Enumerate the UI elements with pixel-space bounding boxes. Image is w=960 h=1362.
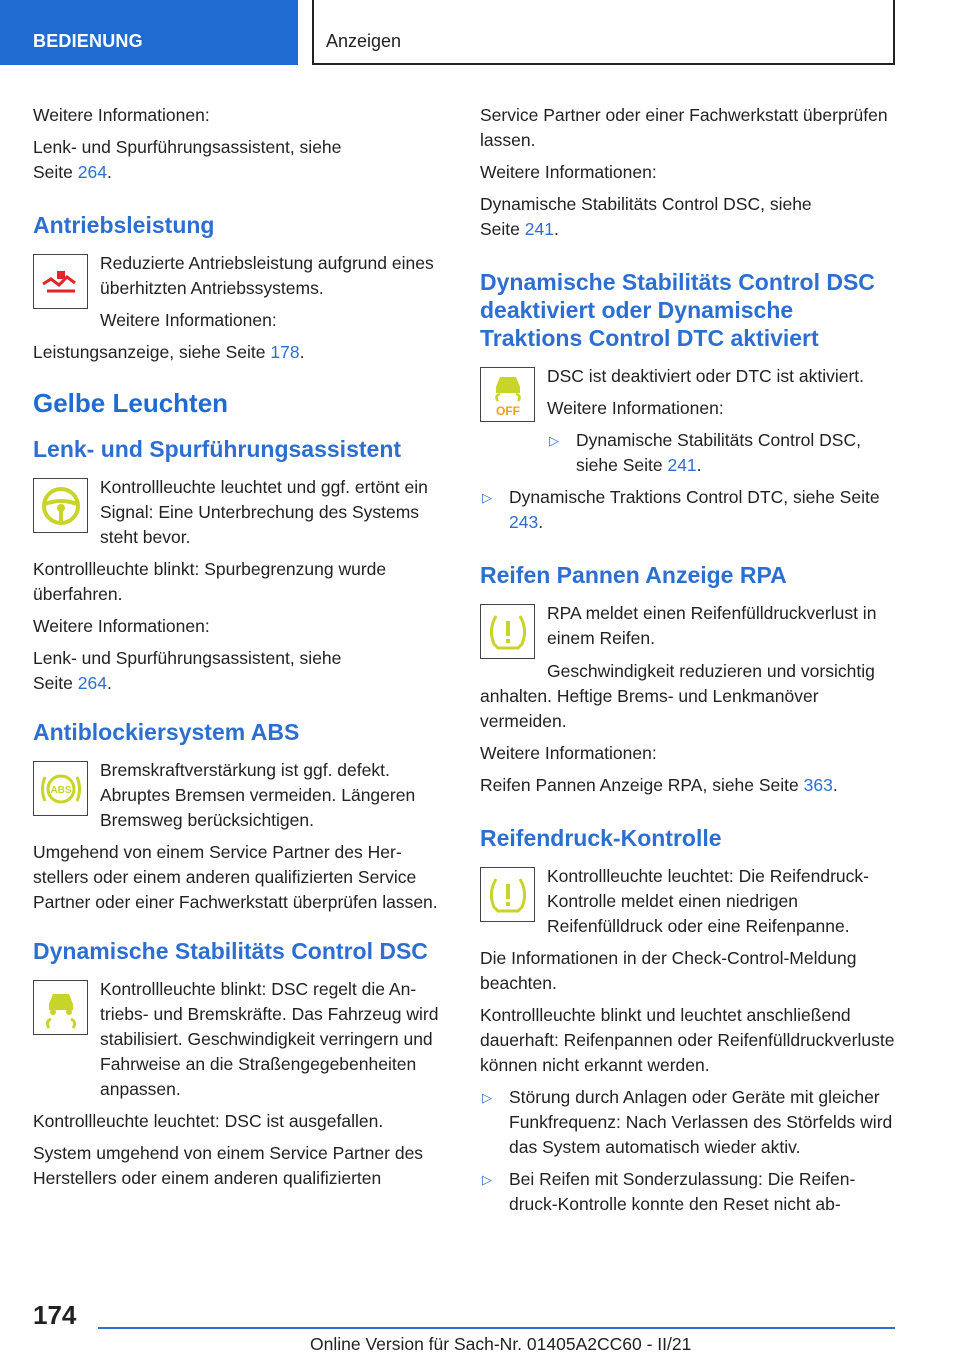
dsc-off-block xyxy=(480,364,898,478)
lenk-ref: Lenk- und Spurführungsassistent, siehe Seite 264. xyxy=(33,648,342,693)
list-item: ▷ Dynamische Stabilitäts Control DSC, siehe Seite 241. xyxy=(549,430,861,475)
heading-dsc: Dynamische Stabilitäts Control DSC xyxy=(33,938,428,964)
bullet-text: Bei Reifen mit Sonderzulassung: Die Reifendruck-Kontrolle konnte den Reset nicht ab- xyxy=(509,1169,856,1214)
antrieb-ref-text: Leistungsanzeige, siehe Seite xyxy=(33,342,266,362)
rpa-speed: Geschwindigkeit reduzieren und vorsichtig anhalten. Heftige Brems- und Lenkmanöver vermeiden. xyxy=(480,661,875,731)
lenk-ref-text: Lenk- und Spurführungsassistent, siehe xyxy=(33,648,342,668)
intro-more: Weitere Informationen: xyxy=(33,105,210,125)
rdc-list xyxy=(480,1085,898,1217)
heading-antriebsleistung: Antriebsleistung xyxy=(33,212,215,238)
dsc-off-sublist xyxy=(547,428,898,478)
header-divider-right xyxy=(893,0,895,65)
page-link[interactable]: 264 xyxy=(77,673,107,693)
bullet-triangle-icon: ▷ xyxy=(482,1090,492,1105)
dsc-off-more: Weitere Informationen: xyxy=(547,398,724,418)
tire-pressure-icon xyxy=(480,604,535,659)
section-label: BEDIENUNG xyxy=(33,31,143,51)
page-link[interactable]: 363 xyxy=(803,775,833,795)
tire-pressure-icon xyxy=(480,867,535,922)
bullet-text: Dynamische Stabilitäts Control DSC, siehe Seite xyxy=(576,430,861,475)
abs-text: Bremskraftverstärkung ist ggf. defekt. Abruptes Bremsen vermeiden. Längeren Bremsweg berücksichtigen. xyxy=(100,760,416,830)
antrieb-block xyxy=(33,251,451,333)
dsc-failed: Kontrollleuchte leuchtet: DSC ist ausgefallen. xyxy=(33,1111,384,1131)
dsc-skid-icon xyxy=(33,980,88,1035)
rdc-block xyxy=(480,864,898,939)
list-item xyxy=(480,1167,898,1217)
right-ref: Dynamische Stabilitäts Control DSC, siehe Seite 241. xyxy=(480,194,812,239)
page-link[interactable]: 241 xyxy=(667,455,697,475)
dsc-off-list xyxy=(480,485,898,535)
svg-text:ABS: ABS xyxy=(49,784,72,796)
abs-service: Umgehend von einem Service Partner des Herstellers oder einem anderen qualifizierten Service Partner oder einer Fachwerkstatt überprüfen lassen. xyxy=(33,842,438,912)
intro-ref-seite: Seite xyxy=(33,162,73,182)
heading-rpa: Reifen Pannen Anzeige RPA xyxy=(480,562,787,588)
list-item: ▷ Dynamische Traktions Control DTC, siehe Seite 243. xyxy=(482,487,880,532)
page-link[interactable]: 243 xyxy=(509,512,539,532)
footer-divider xyxy=(98,1327,895,1329)
rpa-ref-text: Reifen Pannen Anzeige RPA, siehe Seite xyxy=(480,775,799,795)
page-link[interactable]: 241 xyxy=(524,219,554,239)
heading-gelbe-leuchten: Gelbe Leuchten xyxy=(33,388,229,418)
right-more: Weitere Informationen: xyxy=(480,162,657,182)
lenk-ref-seite: Seite xyxy=(33,673,73,693)
bullet-triangle-icon: ▷ xyxy=(549,433,559,448)
left-column xyxy=(33,103,451,1198)
page-link[interactable]: 264 xyxy=(77,162,107,182)
heading-lenk: Lenk- und Spurführungsassistent xyxy=(33,436,402,462)
header-divider xyxy=(312,0,314,65)
rdc-blink: Kontrollleuchte blinkt und leuchtet anschließend dauerhaft: Reifenpannen oder Reifenfülldruckverluste können nicht erkannt werden. xyxy=(480,1005,895,1075)
heading-dsc-off: Dynamische Stabilitäts Control DSC deaktiviert oder Dynamische Traktions Control DTC aktiviert xyxy=(480,269,875,351)
footer-online-version: Online Version für Sach-Nr. 01405A2CC60 - II/21 xyxy=(310,1334,692,1354)
intro-ref-text: Lenk- und Spurführungsassistent, siehe xyxy=(33,137,342,157)
dsc-system: System umgehend von einem Service Partner des Herstellers oder einem anderen qualifizierten xyxy=(33,1143,424,1188)
heading-rdc: Reifendruck-Kontrolle xyxy=(480,825,722,851)
rdc-check: Die Informationen in der Check-Control-Meldung beachten. xyxy=(480,948,857,993)
page-title: Anzeigen xyxy=(326,31,402,51)
rdc-text: Kontrollleuchte leuchtet: Die Reifendruck-Kontrolle meldet einen niedrigen Reifenfülldruck oder eine Reifenpanne. xyxy=(547,866,869,936)
intro-ref: Lenk- und Spurführungsassistent, siehe Seite 264. xyxy=(33,137,342,182)
abs-block xyxy=(33,758,451,833)
steering-wheel-icon xyxy=(33,478,88,533)
page-number: 174 xyxy=(33,1300,77,1330)
dsc-off-text: DSC ist deaktiviert oder DTC ist aktiviert. xyxy=(547,366,865,386)
dsc-text: Kontrollleuchte blinkt: DSC regelt die Antriebs- und Bremskräfte. Das Fahrzeug wird stabilisiert. Geschwindigkeit verringern und Fahrweise an die Straßengegebenheiten anpassen. xyxy=(100,979,439,1099)
bullet-triangle-icon: ▷ xyxy=(482,1172,492,1187)
section-tab xyxy=(0,0,298,65)
bullet-triangle-icon: ▷ xyxy=(482,490,492,505)
list-item xyxy=(480,1085,898,1160)
lenk-block xyxy=(33,475,451,550)
rpa-block xyxy=(480,601,898,659)
lenk-more: Weitere Informationen: xyxy=(33,616,210,636)
svg-text:OFF: OFF xyxy=(495,403,520,417)
dsc-block xyxy=(33,977,451,1102)
page-link[interactable]: 178 xyxy=(270,342,300,362)
right-column xyxy=(480,103,898,1224)
antrieb-ref: Leistungsanzeige, siehe Seite 178. xyxy=(33,342,305,362)
bullet-text: Dynamische Traktions Control DTC, siehe Seite xyxy=(509,487,880,507)
heading-abs: Antiblockiersystem ABS xyxy=(33,719,300,745)
rpa-more: Weitere Informationen: xyxy=(480,743,657,763)
antrieb-text: Reduzierte Antriebsleistung aufgrund eines überhitzten Antriebssystems. xyxy=(100,253,434,298)
rpa-text: RPA meldet einen Reifenfülldruckverlust in einem Reifen. xyxy=(547,603,877,648)
right-cont: Service Partner oder einer Fachwerkstatt überprüfen lassen. xyxy=(480,105,888,150)
lenk-blink: Kontrollleuchte blinkt: Spurbegrenzung wurde überfahren. xyxy=(33,559,387,604)
bullet-text: Störung durch Anlagen oder Geräte mit gleicher Funkfrequenz: Nach Verlassen des Störfelds wird das System automatisch wieder aktiv. xyxy=(509,1087,893,1157)
right-ref-text: Dynamische Stabilitäts Control DSC, siehe xyxy=(480,194,812,214)
header-underline xyxy=(312,63,895,65)
antrieb-more: Weitere Informationen: xyxy=(100,310,277,330)
drivetrain-warning-icon xyxy=(33,254,88,309)
rpa-ref: Reifen Pannen Anzeige RPA, siehe Seite 363. xyxy=(480,775,838,795)
lenk-text: Kontrollleuchte leuchtet und ggf. ertönt ein Signal: Eine Unterbrechung des Systems steht bevor. xyxy=(100,477,428,547)
abs-icon xyxy=(33,761,88,816)
dsc-off-icon xyxy=(480,367,535,422)
right-ref-seite: Seite xyxy=(480,219,520,239)
